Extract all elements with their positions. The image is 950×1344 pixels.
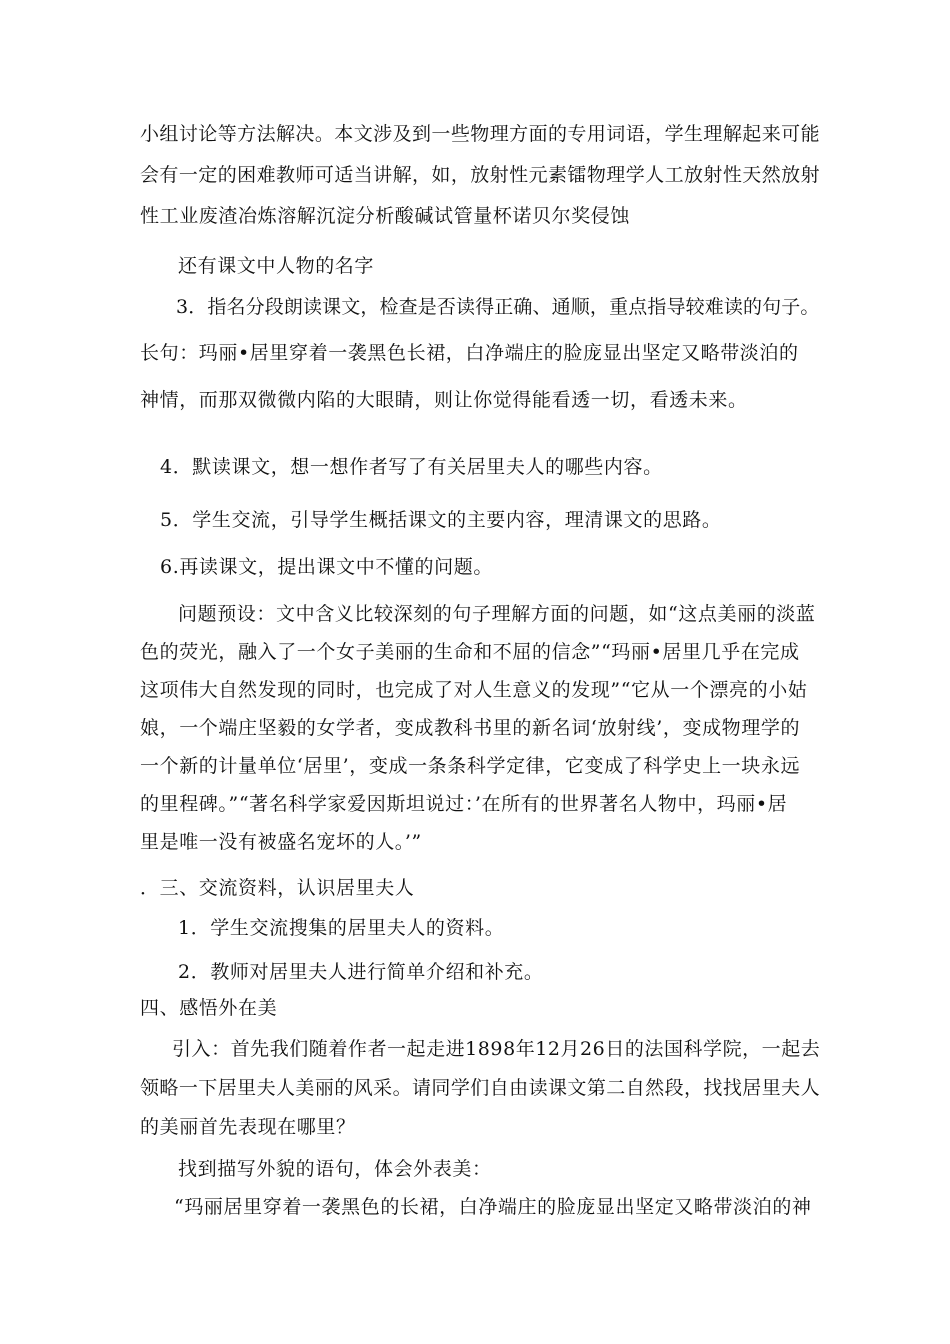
text-line: ．三、交流资料，认识居里夫人 <box>140 877 415 899</box>
text-line: 4．默读课文，想一想作者写了有关居里夫人的哪些内容。 <box>160 456 663 478</box>
text-line: 领略一下居里夫人美丽的风采。请同学们自由读课文第二自然段，找找居里夫人 <box>140 1077 821 1099</box>
text-line: “玛丽居里穿着一袭黑色的长裙，白净端庄的脸庞显出坚定又略带淡泊的神 <box>174 1196 812 1218</box>
text-line: 小组讨论等方法解决。本文涉及到一些物理方面的专用词语，学生理解起来可能 <box>140 123 821 145</box>
text-line: 这项伟大自然发现的同时，也完成了对人生意义的发现”“它从一个漂亮的小姑 <box>140 679 808 701</box>
text-line: 一个新的计量单位‘居里’，变成一条条科学定律，它变成了科学史上一块永远 <box>140 755 801 777</box>
text-line: 的美丽首先表现在哪里？ <box>140 1116 356 1138</box>
text-line: 2．教师对居里夫人进行简单介绍和补充。 <box>178 961 544 983</box>
text-line: 3．指名分段朗读课文，检查是否读得正确、通顺，重点指导较难读的句子。 <box>176 296 820 318</box>
text-line: 找到描写外貌的语句，体会外表美： <box>178 1158 492 1180</box>
text-line: 问题预设：文中含义比较深刻的句子理解方面的问题，如“这点美丽的淡蓝 <box>178 603 816 625</box>
text-line: 的里程碑。”“著名科学家爱因斯坦说过：’在所有的世界著名人物中，玛丽•居 <box>140 793 788 815</box>
text-line: 引入：首先我们随着作者一起走进1898年12月26日的法国科学院，一起去 <box>172 1038 821 1060</box>
text-line: 长句：玛丽•居里穿着一袭黑色长裙，白净端庄的脸庞显出坚定又略带淡泊的 <box>140 342 799 364</box>
text-line: 6.再读课文，提出课文中不懂的问题。 <box>160 556 493 578</box>
text-line: 四、感悟外在美 <box>140 997 278 1019</box>
text-line: 神情，而那双微微内陷的大眼睛，则让你觉得能看透一切，看透未来。 <box>140 389 748 411</box>
text-line: 5．学生交流，引导学生概括课文的主要内容，理清课文的思路。 <box>160 509 722 531</box>
text-line: 性工业废渣冶炼溶解沉淀分析酸碱试管量杯诺贝尔奖侵蚀 <box>140 205 631 227</box>
text-line: 色的荧光，融入了一个女子美丽的生命和不屈的信念”“玛丽•居里几乎在完成 <box>140 641 800 663</box>
text-line: 会有一定的困难教师可适当讲解，如，放射性元素镭物理学人工放射性天然放射 <box>140 164 821 186</box>
text-line: 娘，一个端庄坚毅的女学者，变成教科书里的新名词‘放射线’，变成物理学的 <box>140 717 801 739</box>
text-line: 里是唯一没有被盛名宠坏的人。’” <box>140 831 422 853</box>
text-line: 1．学生交流搜集的居里夫人的资料。 <box>178 917 505 939</box>
text-line: 还有课文中人物的名字 <box>178 255 375 277</box>
